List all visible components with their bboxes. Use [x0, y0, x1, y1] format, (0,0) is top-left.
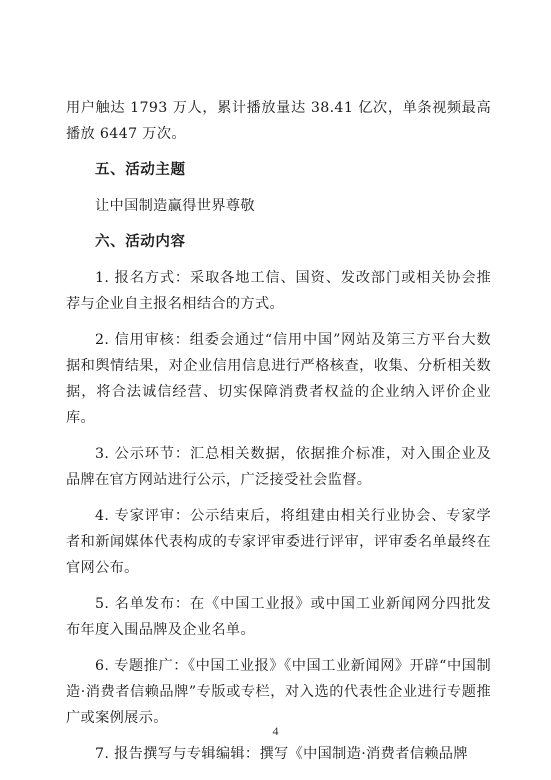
section-5-heading: 五、活动主题 — [95, 162, 186, 178]
content-item-3: 3. 公示环节：汇总相关数据，依据推介标准，对入围企业及品牌在官方网站进行公示，广泛接受社会监督。 — [66, 446, 491, 488]
content-item-1: 1. 报名方式：采取各地工信、国资、发改部门或相关协会推荐与企业自主报名相结合的方式。 — [66, 270, 491, 312]
section-5-body: 让中国制造赢得世界尊敬 — [95, 198, 255, 214]
content-item-7: 7. 报告撰写与专辑编辑：撰写《中国制造·消费者信赖品牌 — [95, 746, 468, 762]
content-item-6: 6. 专题推广：《中国工业报》《中国工业新闻网》开辟“中国制造·消费者信赖品牌”专版或专栏，对入选的代表性企业进行专题推广或案例展示。 — [66, 658, 491, 726]
intro-continuation-paragraph: 用户触达 1793 万人，累计播放量达 38.41 亿次，单条视频最高播放 6447 万次。 — [66, 100, 491, 142]
document-body — [66, 95, 491, 767]
content-item-2: 2. 信用审核：组委会通过“信用中国”网站及第三方平台大数据和舆情结果，对企业信用信息进行严格核查，收集、分析相关数据，将合法诚信经营、切实保障消费者权益的企业纳入评价企业库。 — [66, 332, 491, 426]
content-item-5: 5. 名单发布：在《中国工业报》或中国工业新闻网分四批发布年度入围品牌及企业名单。 — [66, 596, 491, 638]
page-number: 4 — [272, 724, 279, 738]
section-6-heading: 六、活动内容 — [95, 234, 186, 250]
content-item-4: 4. 专家评审：公示结束后，将组建由相关行业协会、专家学者和新闻媒体代表构成的专家评审委进行评审，评审委名单最终在官网公布。 — [66, 508, 491, 576]
